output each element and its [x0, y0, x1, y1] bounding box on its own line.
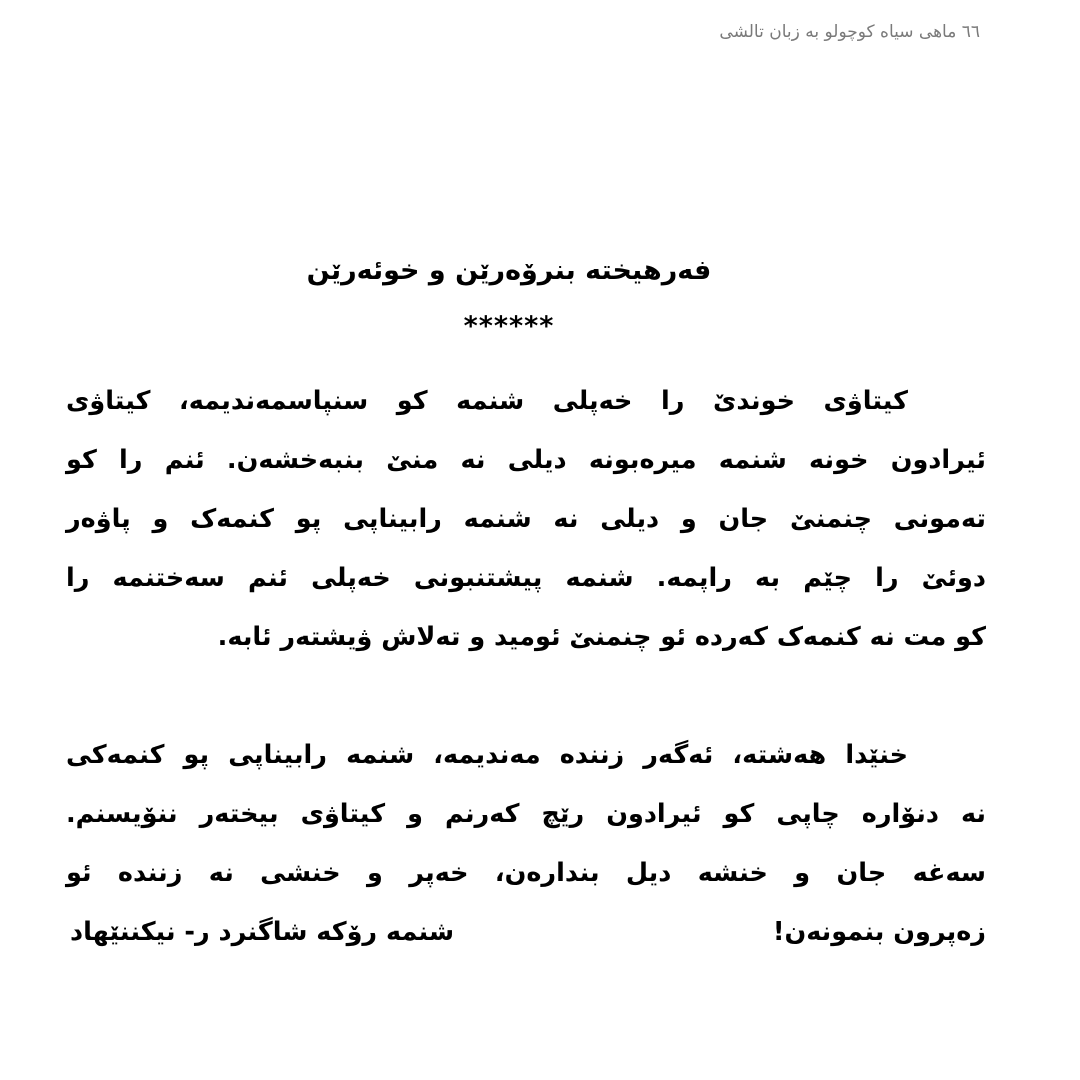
- page-title: فەرهیختە بنرۆەرێن و خوئەرێن: [306, 255, 712, 286]
- signature: شنمە رۆکە شاگنرد ر- نیکننێهاد: [70, 917, 455, 947]
- paragraph-line: خنێدا هەشتە، ئەگەر زنندە مەندیمە، شنمە رابیناپی پو کنمەکی: [66, 740, 908, 770]
- paragraph-line: ئیرادون خونە شنمە میرەبونە دیلی نە منێ بنبەخشەن. ئنم را کو: [66, 445, 986, 475]
- paragraph-1: [66, 372, 986, 667]
- page-header: ٦٦ ماهی سیاه کوچولو به زبان تالشی: [719, 22, 980, 42]
- paragraph-line: دوئێ را چێم بە راپمە. شنمە پیشتنبونی خەپلی ئنم سەختنمە را: [66, 563, 986, 593]
- paragraph-line: کو مت نە کنمەک کەردە ئو چنمنێ ئومید و تەلاش ۋیشتەر ئابە.: [217, 622, 986, 652]
- paragraph-line: سەغە جان و خنشە دیل بندارەن، خەپر و خنشی نە زنندە ئو: [66, 858, 986, 888]
- paragraph-line: تەمونی چنمنێ جان و دیلی نە شنمە رابیناپی پو کنمەک و پاۋەر: [66, 504, 986, 534]
- paragraph-line: نە دنۆارە چاپی کو ئیرادون رێچ کەرنم و کیتاۋی بیختەر ننۆیسنم.: [66, 799, 986, 829]
- title-separator: ******: [463, 311, 555, 342]
- paragraph-line: کیتاۋی خوندێ را خەپلی شنمە کو سنپاسمەندیمە، کیتاۋی: [66, 386, 908, 416]
- paragraph-line: زەپرون بنمونەن!: [772, 917, 986, 947]
